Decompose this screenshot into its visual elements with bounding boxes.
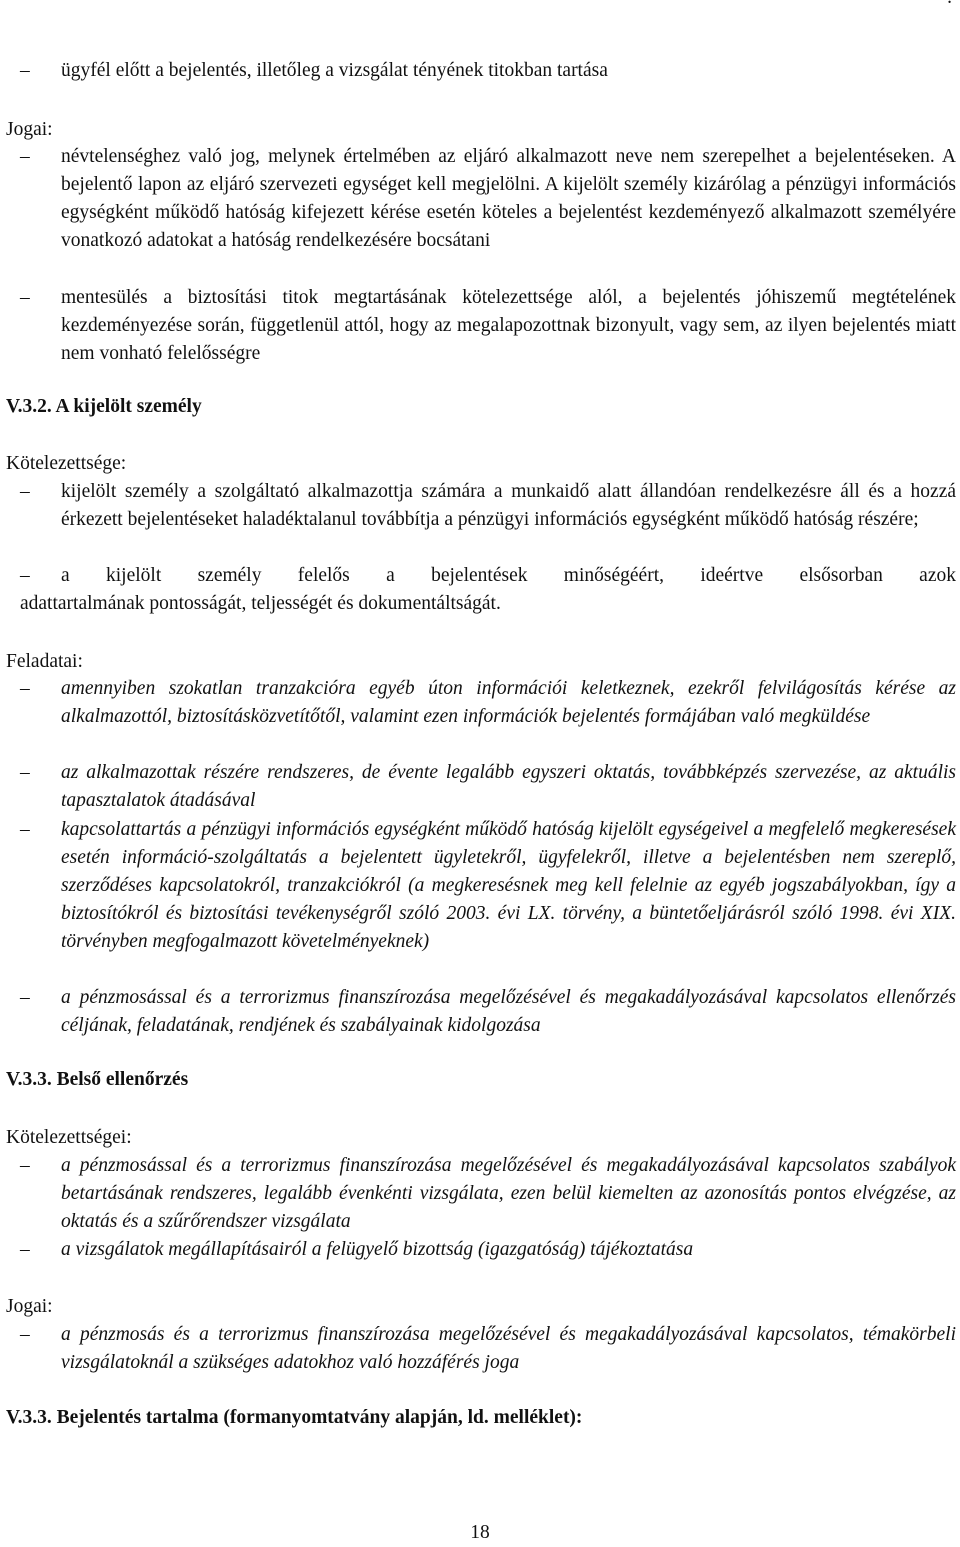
dash-bullet-icon: – — [20, 146, 30, 167]
list-item-text: a kijelölt személy felelős a bejelentések minőségéért, ideértve elsősorban azok — [61, 565, 956, 586]
list-item-text: ügyfél előtt a bejelentés, illetőleg a vizsgálat tényének titokban tartása — [61, 60, 608, 81]
section-heading: V.3.3. Belső ellenőrzés — [6, 1069, 189, 1090]
kotelezettsegei-label: Kötelezettségei: — [6, 1127, 132, 1148]
jogai-label: Jogai: — [6, 119, 53, 140]
section-heading: V.3.2. A kijelölt személy — [6, 396, 202, 417]
dash-bullet-icon: – — [20, 762, 30, 783]
section-heading: V.3.3. Bejelentés tartalma (formanyomtatvány alapján, ld. melléklet): — [6, 1407, 583, 1428]
dash-bullet-icon: – — [20, 60, 30, 81]
dash-bullet-icon: – — [20, 481, 30, 502]
dash-bullet-icon: – — [20, 1324, 30, 1345]
dash-bullet-icon: – — [20, 1155, 30, 1176]
feladatai-label: Feladatai: — [6, 651, 83, 672]
list-item-text: a pénzmosással és a terrorizmus finanszírozása megelőzésével és megakadályozásával kapcsolatos szabályok betartásának rendszeres, legalább évenkénti vizsgálata, ezen belül kiemelten az azonosítás pontos elvégzése, az oktatás és a szűrőrendszer vizsgálata — [61, 1155, 956, 1232]
list-item-continuation: adattartalmának pontosságát, teljességét és dokumentáltságát. — [20, 593, 501, 614]
dash-bullet-icon: – — [20, 987, 30, 1008]
dash-bullet-icon: – — [20, 678, 30, 699]
list-item-text: az alkalmazottak részére rendszeres, de évente legalább egyszeri oktatás, továbbképzés szervezése, az aktuális tapasztalatok átadásával — [61, 762, 956, 811]
dash-bullet-icon: – — [20, 819, 30, 840]
jogai-label: Jogai: — [6, 1296, 53, 1317]
kotelezettsege-label: Kötelezettsége: — [6, 453, 127, 474]
list-item-text: kapcsolattartás a pénzügyi információs egységként működő hatóság kijelölt egységeivel a megfelelő megkeresések esetén információ-szolgáltatás a bejelentett ügyletekről, ügyfelekről, illetve a bejelentésben nem szereplő, szerződéses kapcsolatokról, tranzakciókról (a megkeresésnek meg kell felelnie az egyéb jogszabályokban, így a biztosítókról és biztosítási tevékenységről szóló 2003. évi LX. törvény, a büntetőeljárásról szóló 1998. évi XIX. törvényben megfogalmazott követelményeknek) — [61, 819, 956, 952]
list-item-text: a pénzmosás és a terrorizmus finanszírozása megelőzésével és megakadályozásával kapcsolatos, témakörbeli vizsgálatoknál a szükséges adatokhoz való hozzáférés joga — [61, 1324, 956, 1373]
dash-bullet-icon: – — [20, 287, 30, 308]
page-number: 18 — [470, 1522, 490, 1543]
dash-bullet-icon: – — [20, 1239, 30, 1260]
list-item-text: kijelölt személy a szolgáltató alkalmazottja számára a munkaidő alatt állandóan rendelkezésre áll és a hozzá érkezett bejelentéseket haladéktalanul továbbítja a pénzügyi információs egységként működő hatóság részére; — [61, 481, 956, 530]
dash-bullet-icon: – — [20, 565, 30, 586]
list-item-text: mentesülés a biztosítási titok megtartásának kötelezettsége alól, a bejelentés jóhiszemű megtételének kezdeményezése során, függetlenül attól, hogy az megalapozottnak bizonyult, vagy sem, az ilyen bejelentés miatt nem vonható felelősségre — [61, 287, 956, 364]
list-item-text: a pénzmosással és a terrorizmus finanszírozása megelőzésével és megakadályozásával kapcsolatos ellenőrzés céljának, feladatának, rendjének és szabályainak kidolgozása — [61, 987, 956, 1036]
list-item-text: amennyiben szokatlan tranzakcióra egyéb úton információi keletkeznek, ezekről felvilágosítás kérése az alkalmazottól, biztosításközvetítőtől, valamint ezen információk bejelentés formájában való megküldése — [61, 678, 956, 727]
list-item-text: névtelenséghez való jog, melynek értelmében az eljáró alkalmazott neve nem szerepelhet a bejelentéseken. A bejelentő lapon az eljáró szervezeti egységet kell megjelölni. A kijelölt személy kizárólag a pénzügyi információs egységként működő hatóság kifejezett kérése esetén köteles a bejelentést kezdeményező alkalmazott személyére vonatkozó adatokat a hatóság rendelkezésére bocsátani — [61, 146, 956, 251]
corner-mark — [947, 0, 952, 8]
list-item-text: a vizsgálatok megállapításairól a felügyelő bizottság (igazgatóság) tájékoztatása — [61, 1239, 694, 1260]
